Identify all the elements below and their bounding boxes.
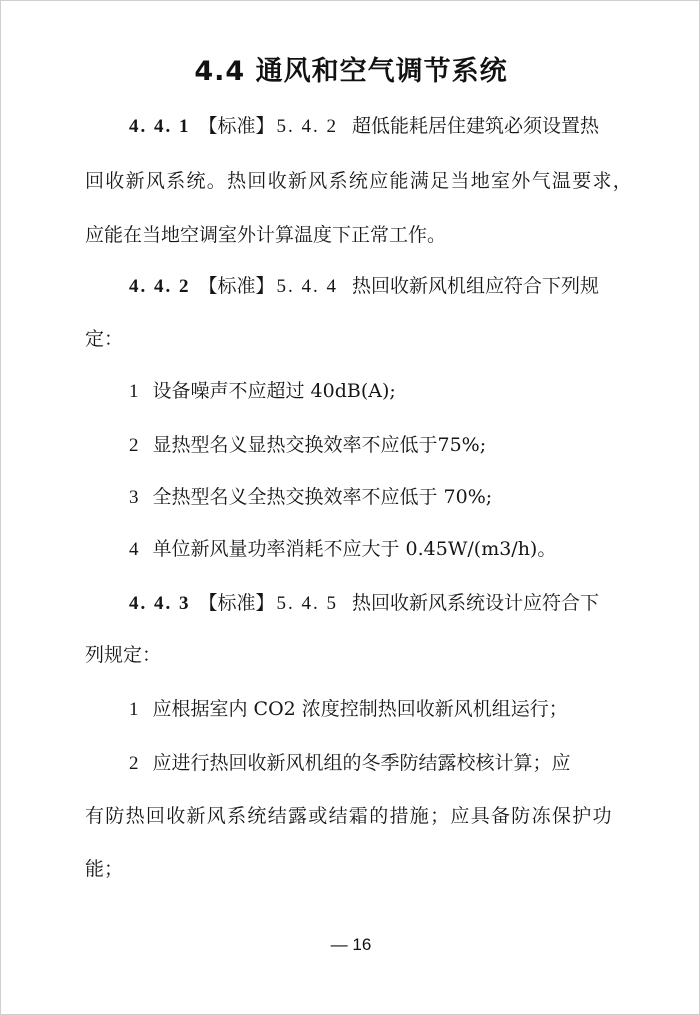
clause-number: 4. 4. 1 xyxy=(129,116,191,137)
list-item-number: 2 xyxy=(129,753,139,774)
list-item-text: 设备噪声不应超过 40dB(A); xyxy=(152,380,396,402)
clause-4-4-3-line-2: 列规定： xyxy=(85,644,162,666)
clause-ref: 5. 4. 4 xyxy=(276,276,339,297)
list-item xyxy=(129,485,492,510)
clause-4-4-1-heading xyxy=(129,114,599,139)
list-item-continuation: 能； xyxy=(85,858,124,880)
clause-number: 4. 4. 3 xyxy=(129,593,191,614)
clause-4-4-2-line-2: 定： xyxy=(85,328,124,350)
clause-tag: 【标准】 xyxy=(198,115,275,137)
list-item xyxy=(129,537,556,562)
clause-text: 热回收新风机组应符合下列规 xyxy=(352,275,600,297)
clause-4-4-3-heading xyxy=(129,591,599,616)
clause-ref: 5. 4. 2 xyxy=(276,116,339,137)
clause-tag: 【标准】 xyxy=(198,592,275,614)
clause-4-4-1-line-2: 回收新风系统。热回收新风系统应能满足当地室外气温要求， xyxy=(85,170,634,192)
section-title: 4.4 通风和空气调节系统 xyxy=(194,56,508,87)
list-item-text: 全热型名义全热交换效率不应低于 70%; xyxy=(152,486,493,508)
list-item-text: 应根据室内 CO2 浓度控制热回收新风机组运行； xyxy=(152,698,568,720)
clause-text: 超低能耗居住建筑必须设置热 xyxy=(352,115,600,137)
clause-text: 热回收新风系统设计应符合下 xyxy=(352,592,600,614)
page-number: — 16 xyxy=(330,935,372,954)
list-item-number: 1 xyxy=(129,699,139,720)
list-item xyxy=(129,433,486,458)
clause-4-4-1-line-3: 应能在当地空调室外计算温度下正常工作。 xyxy=(85,224,447,246)
list-item-number: 1 xyxy=(129,381,139,402)
list-item-number: 2 xyxy=(129,435,139,456)
list-item-text: 单位新风量功率消耗不应大于 0.45W/(m3/h)。 xyxy=(152,538,557,560)
clause-4-4-2-heading xyxy=(129,274,599,299)
list-item xyxy=(129,379,396,404)
clause-tag: 【标准】 xyxy=(198,275,275,297)
list-item-number: 4 xyxy=(129,539,139,560)
list-item-continuation: 有防热回收新风系统结露或结霜的措施；应具备防冻保护功 xyxy=(85,805,613,827)
list-item xyxy=(129,751,571,776)
clause-ref: 5. 4. 5 xyxy=(276,593,339,614)
list-item-number: 3 xyxy=(129,487,139,508)
clause-number: 4. 4. 2 xyxy=(129,276,191,297)
list-item-text: 应进行热回收新风机组的冬季防结露校核计算；应 xyxy=(152,752,571,774)
list-item xyxy=(129,697,568,722)
list-item-text: 显热型名义显热交换效率不应低于75%; xyxy=(152,434,487,456)
